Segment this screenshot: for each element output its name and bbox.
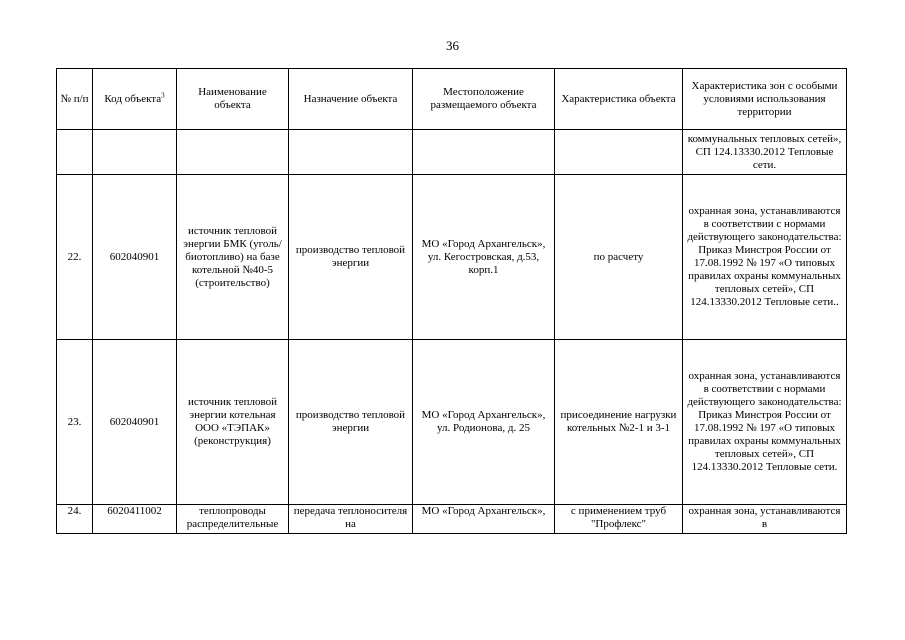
cell-characteristic: с применением труб "Профлекс": [555, 505, 683, 534]
header-purpose: Назначение объекта: [289, 69, 413, 130]
header-num: № п/п: [57, 69, 93, 130]
cell-code: [93, 130, 177, 175]
header-characteristic: Характеристика объекта: [555, 69, 683, 130]
objects-table: [56, 68, 847, 534]
cell-purpose: производство тепловой энергии: [289, 340, 413, 505]
page-number: 36: [446, 38, 459, 53]
cell-location: [413, 130, 555, 175]
cell-name: источник тепловой энергии БМК (уголь/биотопливо) на базе котельной №40-5 (строительство): [177, 175, 289, 340]
cell-purpose: [289, 130, 413, 175]
header-code-label: Код объекта: [104, 92, 162, 105]
cell-location: МО «Город Архангельск», ул. Кегостровская, д.53, корп.1: [413, 175, 555, 340]
cell-code: 602040901: [93, 340, 177, 505]
cell-zones: охранная зона, устанавливаются в соответствии с нормами действующего законодательства: Приказ Минстроя России от 17.08.1992 № 197 «О типовых правилах охраны коммунальных тепловых сетей», СП 124.13330.2012 Тепловые сети..: [683, 175, 847, 340]
cell-characteristic: по расчету: [555, 175, 683, 340]
header-code: [93, 69, 177, 130]
cell-name: [177, 130, 289, 175]
cell-name: теплопроводы распределительные: [177, 505, 289, 534]
cell-zones: коммунальных тепловых сетей», СП 124.13330.2012 Тепловые сети.: [683, 130, 847, 175]
table-row: [57, 505, 847, 534]
cell-characteristic: присоединение нагрузки котельных №2-1 и 3-1: [555, 340, 683, 505]
cell-purpose: производство тепловой энергии: [289, 175, 413, 340]
cell-zones: охранная зона, устанавливаются в соответствии с нормами действующего законодательства: Приказ Минстроя России от 17.08.1992 № 197 «О типовых правилах охраны коммунальных тепловых сетей», СП 124.13330.2012 Тепловые сети.: [683, 340, 847, 505]
cell-name: источник тепловой энергии котельная ООО «ТЭПАК» (реконструкция): [177, 340, 289, 505]
cell-code: 602040901: [93, 175, 177, 340]
cell-num: 23.: [57, 340, 93, 505]
table-row: [57, 340, 847, 505]
cell-num: 22.: [57, 175, 93, 340]
cell-code: 6020411002: [93, 505, 177, 534]
cell-location: МО «Город Архангельск»,: [413, 505, 555, 534]
cell-num: [57, 130, 93, 175]
header-location: Местоположение размещаемого объекта: [413, 69, 555, 130]
table-header-row: [57, 69, 847, 130]
cell-location: МО «Город Архангельск», ул. Родионова, д. 25: [413, 340, 555, 505]
cell-purpose: передача теплоносителя на: [289, 505, 413, 534]
header-name: Наименование объекта: [177, 69, 289, 130]
cell-zones: охранная зона, устанавливаются в: [683, 505, 847, 534]
cell-characteristic: [555, 130, 683, 175]
cell-num: 24.: [57, 505, 93, 534]
table-row: [57, 175, 847, 340]
header-zones: Характеристика зон с особыми условиями использования территории: [683, 69, 847, 130]
header-code-footnote: 3: [161, 90, 165, 99]
table-row: [57, 130, 847, 175]
